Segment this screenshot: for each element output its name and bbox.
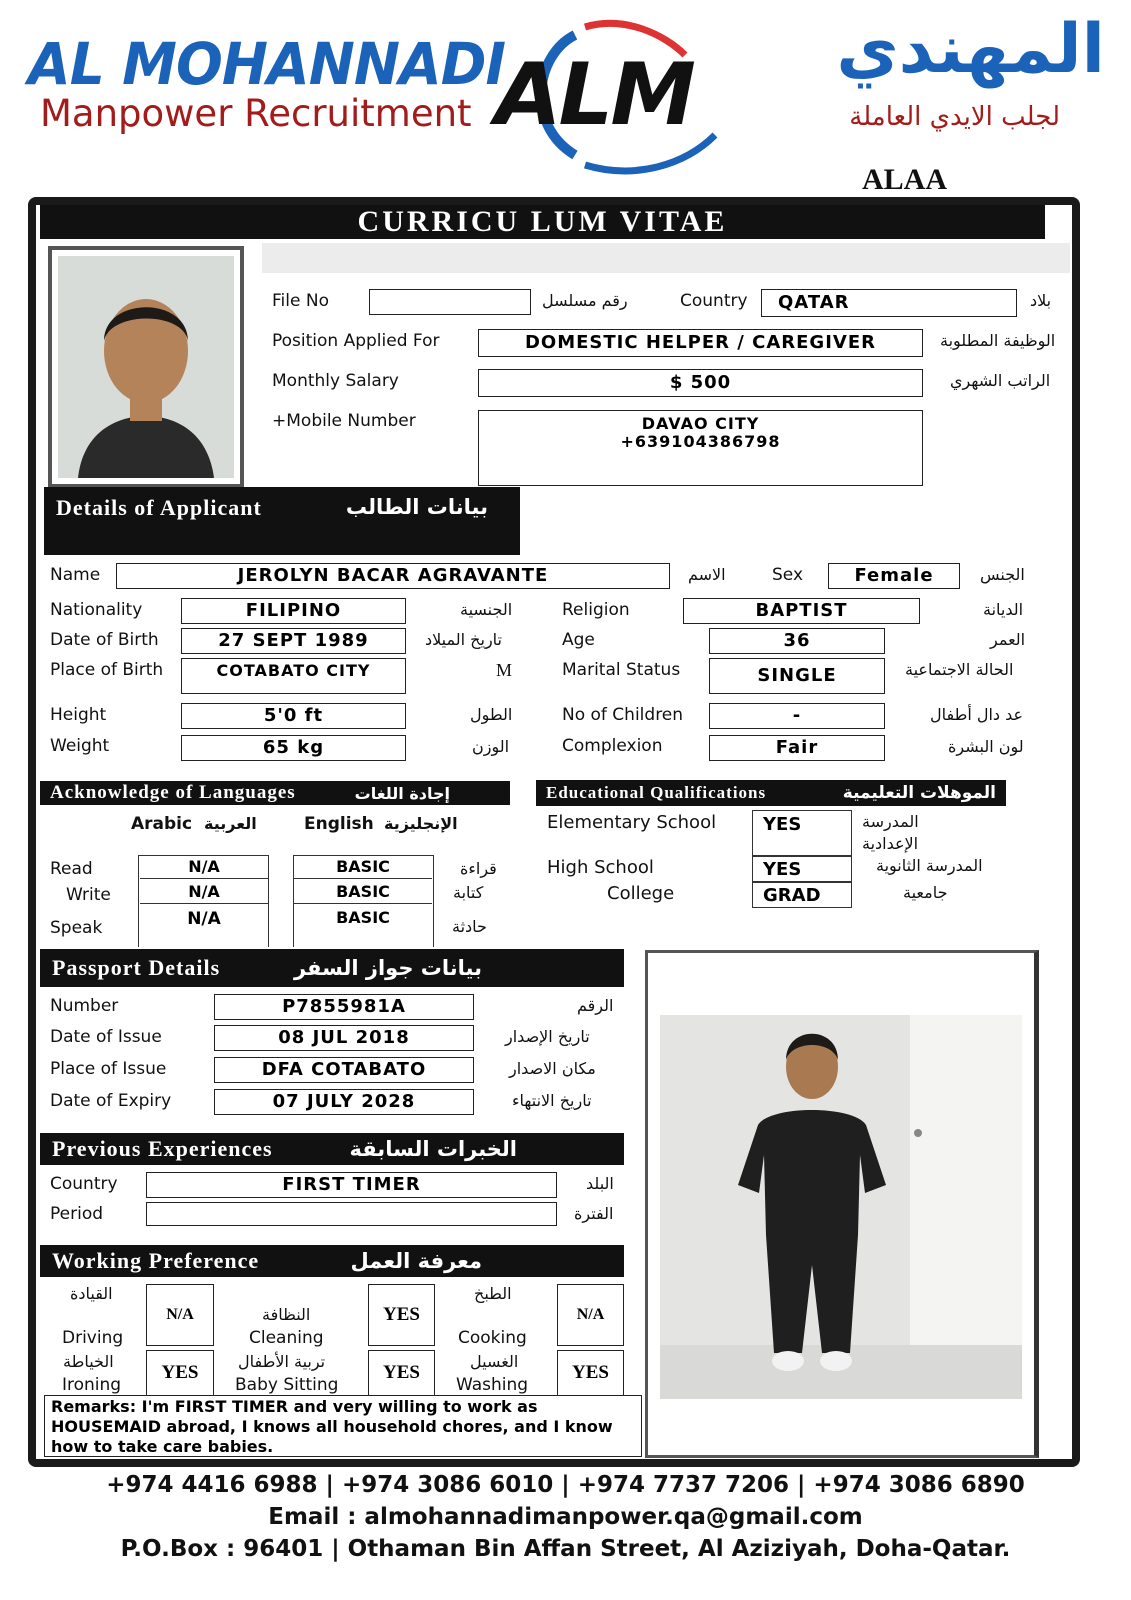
read-label: Read <box>50 859 93 879</box>
dob-label-ar: تاريخ الميلاد <box>425 630 502 649</box>
person-fullbody-icon <box>660 1015 1022 1399</box>
passport-number-label: Number <box>50 996 119 1016</box>
weight-label: Weight <box>50 736 110 756</box>
driving-label-ar: القيادة <box>70 1284 113 1303</box>
sex-label: Sex <box>772 565 804 585</box>
footer-address: P.O.Box : 96401 | Othaman Bin Affan Street, Al Aziziyah, Doha-Qatar. <box>120 1536 1011 1562</box>
passport-place-label-ar: مكان الاصدار <box>509 1059 596 1078</box>
country-field: QATAR <box>761 289 1017 317</box>
passport-expiry-field: 07 JULY 2028 <box>214 1089 474 1115</box>
english-col-label: English <box>304 814 374 834</box>
washing-value: YES <box>557 1350 624 1396</box>
sex-label-ar: الجنس <box>980 565 1025 584</box>
children-label: No of Children <box>562 705 684 725</box>
languages-heading-bar <box>40 781 510 805</box>
cooking-value: N/A <box>557 1284 624 1346</box>
write-label: Write <box>66 885 111 905</box>
sex-field: Female <box>828 563 960 589</box>
height-field: 5'0 ft <box>181 703 406 729</box>
position-field: DOMESTIC HELPER / CAREGIVER <box>478 329 923 357</box>
mobile-number: +639104386798 <box>620 432 781 452</box>
country-label-ar: بلاد <box>1030 291 1052 310</box>
babysitting-label-ar: تربية الأطفال <box>238 1352 326 1371</box>
washing-label: Washing <box>456 1375 529 1395</box>
name-label-ar: الاسم <box>688 565 726 584</box>
height-label-ar: الطول <box>470 705 513 724</box>
dob-field: 27 SEPT 1989 <box>181 628 406 654</box>
experience-period-field <box>146 1202 557 1226</box>
passport-issue-label: Date of Issue <box>50 1027 162 1047</box>
speak-english: BASIC <box>336 907 390 927</box>
dob-label: Date of Birth <box>50 630 159 650</box>
babysitting-label: Baby Sitting <box>235 1375 339 1395</box>
passport-expiry-label-ar: تاريخ الانتهاء <box>512 1091 592 1110</box>
name-field: JEROLYN BACAR AGRAVANTE <box>116 563 670 589</box>
age-label: Age <box>562 630 595 650</box>
education-heading: Educational Qualifications <box>546 783 767 802</box>
cleaning-label: Cleaning <box>249 1328 324 1348</box>
cooking-label-ar: الطبخ <box>474 1284 512 1303</box>
arabic-col-label: Arabic <box>131 814 193 834</box>
elementary-label: Elementary School <box>547 812 717 833</box>
logo-text: ALM <box>495 45 693 145</box>
passport-heading: Passport Details <box>52 955 221 980</box>
fullbody-photo <box>645 950 1039 1458</box>
driving-label: Driving <box>62 1328 124 1348</box>
highschool-value: YES <box>752 856 852 882</box>
preference-heading: Working Preference <box>52 1248 260 1273</box>
children-label-ar: عد دال أطفال <box>930 705 1024 724</box>
elementary-value: YES <box>752 810 852 856</box>
nationality-field: FILIPINO <box>181 598 406 624</box>
driving-value: N/A <box>146 1284 214 1346</box>
marital-label-ar: الحالة الاجتماعية <box>905 660 1014 679</box>
salary-field: $ 500 <box>478 369 923 397</box>
age-label-ar: العمر <box>990 630 1026 649</box>
washing-label-ar: الغسيل <box>470 1352 519 1371</box>
country-label: Country <box>680 291 748 311</box>
preference-heading-bar <box>40 1245 624 1277</box>
experience-heading-ar: الخبرات السابقة <box>349 1137 517 1161</box>
experience-country-field: FIRST TIMER <box>146 1172 557 1198</box>
remarks-box: Remarks: I'm FIRST TIMER and very willing to work as HOUSEMAID abroad, I knows all household chores, and I know how to take care babies. <box>44 1395 642 1457</box>
details-heading-ar: بيانات الطالب <box>345 495 488 519</box>
speak-label: Speak <box>50 918 103 938</box>
nationality-label-ar: الجنسية <box>460 600 513 619</box>
marital-field: SINGLE <box>709 658 885 694</box>
languages-heading-ar: إجادة اللغات <box>354 783 450 803</box>
languages-heading: Acknowledge of Languages <box>50 782 296 803</box>
education-heading-bar <box>536 780 1006 806</box>
passport-number-label-ar: الرقم <box>577 996 614 1015</box>
details-heading-bar <box>44 487 520 555</box>
ironing-value: YES <box>146 1350 214 1396</box>
experience-heading-bar <box>40 1133 624 1165</box>
weight-label-ar: الوزن <box>472 737 510 756</box>
ironing-label-ar: الخياطة <box>63 1352 114 1371</box>
college-value: GRAD <box>752 882 852 908</box>
mobile-label: +Mobile Number <box>272 411 416 431</box>
person-portrait-icon <box>58 256 234 478</box>
experience-period-label: Period <box>50 1204 104 1224</box>
pob-label-ar: M <box>496 660 513 680</box>
marital-label: Marital Status <box>562 660 681 680</box>
salary-label: Monthly Salary <box>272 371 399 391</box>
religion-field: BAPTIST <box>683 598 920 624</box>
passport-heading-bar <box>40 949 624 987</box>
portrait-photo <box>48 246 244 488</box>
weight-field: 65 kg <box>181 735 406 761</box>
write-english: BASIC <box>294 880 432 904</box>
salary-label-ar: الراتب الشهري <box>950 371 1051 390</box>
company-subtitle-en: Manpower Recruitment <box>40 92 472 135</box>
top-grey-strip <box>262 243 1070 273</box>
cooking-label: Cooking <box>458 1328 527 1348</box>
college-label: College <box>607 883 675 904</box>
write-label-ar: كتابة <box>453 883 484 902</box>
position-label: Position Applied For <box>272 331 440 351</box>
arabic-col-label-ar: العربية <box>204 814 257 833</box>
position-label-ar: الوظيفة المطلوبة <box>940 331 1056 350</box>
name-label: Name <box>50 565 101 585</box>
highschool-label-ar: المدرسة الثانوية <box>876 856 983 875</box>
file-no-field <box>369 289 531 315</box>
babysitting-value: YES <box>368 1350 435 1396</box>
passport-issue-field: 08 JUL 2018 <box>214 1025 474 1051</box>
passport-expiry-label: Date of Expiry <box>50 1091 172 1111</box>
college-label-ar: جامعية <box>903 883 948 902</box>
speak-arabic: N/A <box>187 909 221 929</box>
details-heading: Details of Applicant <box>56 495 262 520</box>
passport-place-label: Place of Issue <box>50 1059 167 1079</box>
cv-title: CURRICU LUM VITAE <box>40 205 1045 239</box>
read-arabic: N/A <box>140 855 268 879</box>
religion-label-ar: الديانة <box>983 600 1024 619</box>
ironing-label: Ironing <box>62 1375 122 1395</box>
read-label-ar: قراءة <box>460 859 497 878</box>
file-no-label: File No <box>272 291 329 311</box>
passport-heading-ar: بيانات جواز السفر <box>293 956 482 980</box>
preference-heading-ar: معرفة العمل <box>350 1249 482 1273</box>
english-col-label-ar: الإنجليزية <box>384 814 458 833</box>
height-label: Height <box>50 705 107 725</box>
experience-period-label-ar: الفترة <box>574 1204 614 1223</box>
religion-label: Religion <box>562 600 630 620</box>
passport-place-field: DFA COTABATO <box>214 1057 474 1083</box>
highschool-label: High School <box>547 857 654 878</box>
age-field: 36 <box>709 628 885 654</box>
experience-country-label: Country <box>50 1174 118 1194</box>
footer-email: Email : almohannadimanpower.qa@gmail.com <box>268 1504 863 1530</box>
passport-number-field: P7855981A <box>214 994 474 1020</box>
mobile-city: DAVAO CITY <box>641 414 760 433</box>
agent-name: ALAA <box>862 163 948 196</box>
file-no-label-ar: رقم مسلسل <box>542 291 628 310</box>
experience-country-label-ar: البلد <box>586 1174 614 1193</box>
company-name-ar: المهندي <box>836 10 1105 89</box>
cleaning-value: YES <box>368 1284 435 1346</box>
elementary-label-ar: المدرسة <box>862 812 919 831</box>
pob-label: Place of Birth <box>50 660 164 680</box>
cleaning-label-ar: النظافة <box>262 1305 311 1324</box>
complexion-label: Complexion <box>562 736 663 756</box>
experience-heading: Previous Experiences <box>52 1136 273 1161</box>
write-arabic: N/A <box>140 880 268 904</box>
nationality-label: Nationality <box>50 600 143 620</box>
footer-phones: +974 4416 6988 | +974 3086 6010 | +974 7737 7206 | +974 3086 6890 <box>106 1472 1025 1498</box>
speak-label-ar: حادثة <box>452 917 487 936</box>
elementary-label-ar2: الإعدادية <box>862 834 919 853</box>
pob-field: COTABATO CITY <box>181 658 406 694</box>
company-name-en: AL MOHANNADI <box>28 30 506 98</box>
mobile-field <box>478 410 923 486</box>
complexion-field: Fair <box>709 735 885 761</box>
children-field: - <box>709 703 885 729</box>
passport-issue-label-ar: تاريخ الإصدار <box>505 1027 590 1046</box>
company-logo-area <box>0 0 1131 195</box>
read-english: BASIC <box>294 855 432 879</box>
complexion-label-ar: لون البشرة <box>948 737 1024 756</box>
company-subtitle-ar: لجلب الايدي العاملة <box>849 102 1060 132</box>
education-heading-ar: الموهلات التعليمية <box>842 783 996 803</box>
